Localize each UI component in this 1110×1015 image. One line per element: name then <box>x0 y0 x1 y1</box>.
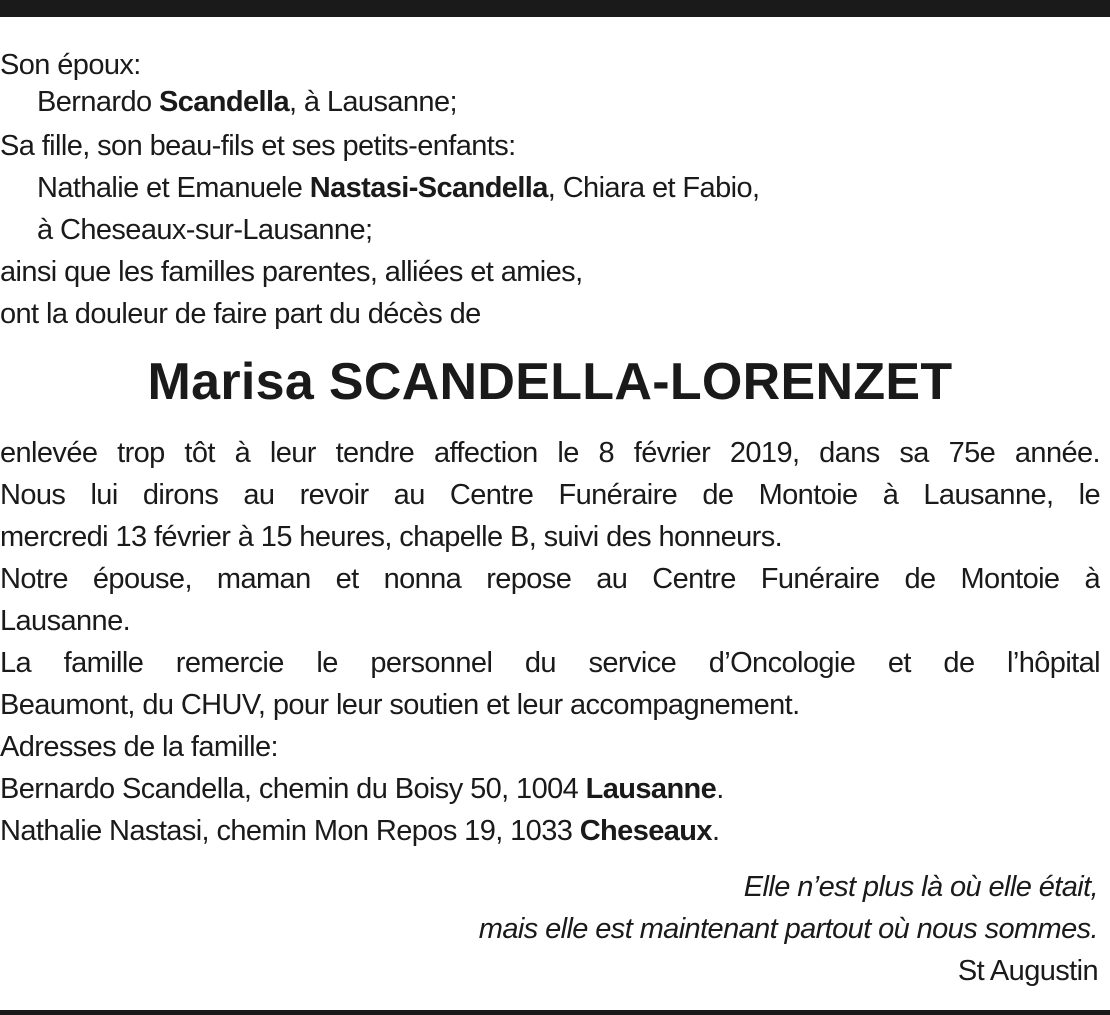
body-line-6: La famille remercie le personnel du service d’Oncologie et de l’hôpital <box>0 647 1100 679</box>
body-line-7: Beaumont, du CHUV, pour leur soutien et leur accompagnement. <box>0 689 800 721</box>
children-first-names: Nathalie et Emanuele <box>37 172 310 204</box>
address-2-text: Nathalie Nastasi, chemin Mon Repos 19, 1033 <box>0 815 580 847</box>
body-line-2: Nous lui dirons au revoir au Centre Funéraire de Montoie à Lausanne, le <box>0 479 1100 511</box>
children-place: à Cheseaux-sur-Lausanne; <box>37 214 373 246</box>
address-2-city: Cheseaux <box>579 815 712 847</box>
address-2-punct: . <box>711 815 720 847</box>
announce-line: ont la douleur de faire part du décès de <box>0 298 481 330</box>
body-line-5: Lausanne. <box>0 605 131 637</box>
address-1-punct: . <box>716 773 724 805</box>
bottom-rule <box>0 1010 1110 1015</box>
address-1-city: Lausanne <box>585 773 717 805</box>
body-line-3: mercredi 13 février à 15 heures, chapelle B, suivi des honneurs. <box>0 521 783 553</box>
children-label: Sa fille, son beau-fils et ses petits-enfants: <box>0 130 516 162</box>
quote-line-2: mais elle est maintenant partout où nous sommes. <box>478 913 1098 945</box>
children-surname: Nastasi-Scandella <box>309 172 548 204</box>
children-line <box>37 167 759 209</box>
quote-line-1: Elle n’est plus là où elle était, <box>743 871 1098 903</box>
body-line-1: enlevée trop tôt à leur tendre affection le 8 février 2019, dans sa 75e année. <box>0 437 1100 469</box>
address-line-2 <box>0 810 719 852</box>
address-line-1 <box>0 768 724 810</box>
spouse-line <box>37 81 457 123</box>
deceased-name: Marisa SCANDELLA-LORENZET <box>147 353 953 411</box>
spouse-first-name: Bernardo <box>37 86 159 118</box>
top-rule <box>0 0 1110 17</box>
spouse-label: Son époux: <box>0 49 141 81</box>
relatives-line: ainsi que les familles parentes, alliées et amies, <box>0 256 583 288</box>
spouse-surname: Scandella <box>158 86 289 118</box>
spouse-place: , à Lausanne; <box>288 86 457 118</box>
quote-author: St Augustin <box>957 955 1098 987</box>
address-1-text: Bernardo Scandella, chemin du Boisy 50, 1004 <box>0 773 586 805</box>
addresses-label: Adresses de la famille: <box>0 731 278 763</box>
grandchildren-names: , Chiara et Fabio, <box>547 172 760 204</box>
body-line-4: Notre épouse, maman et nonna repose au Centre Funéraire de Montoie à <box>0 563 1100 595</box>
